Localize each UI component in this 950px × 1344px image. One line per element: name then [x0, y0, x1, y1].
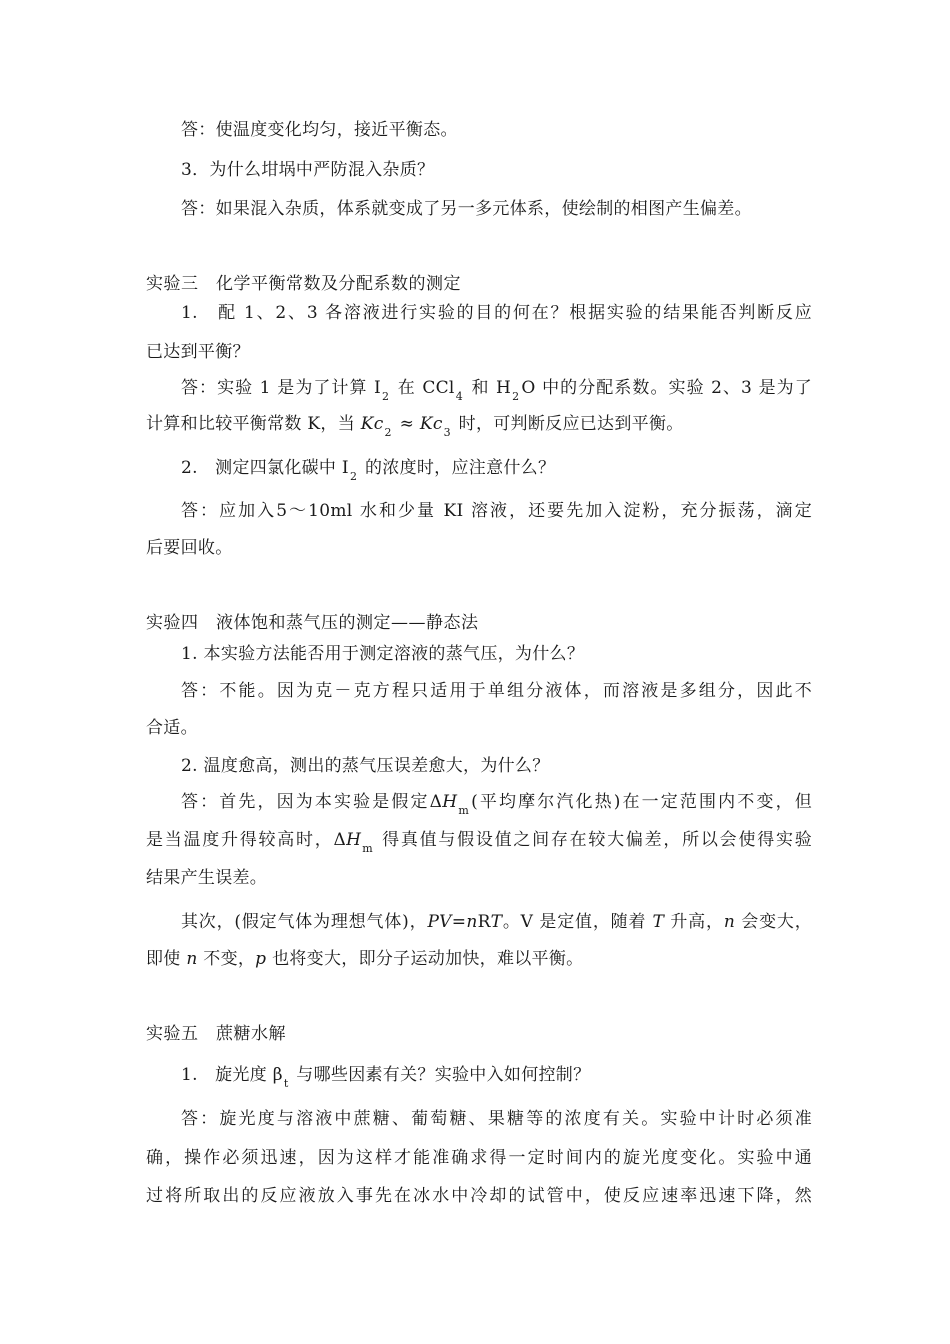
- subscript: 2: [349, 470, 358, 483]
- text-run: 答：实验 1 是为了计算 I: [181, 378, 382, 398]
- question-line: [181, 456, 812, 482]
- text-run: 时，可判断反应已达到平衡。: [452, 414, 684, 434]
- subscript: t: [283, 1077, 289, 1090]
- formula-run: T: [490, 912, 503, 932]
- text-run: 即使: [146, 949, 187, 969]
- text-run: (平均摩尔汽化热)在一定范围内不变，但: [471, 792, 812, 812]
- answer-line: [181, 790, 812, 816]
- section-heading-experiment-5: 实验五 蔗糖水解: [146, 1024, 286, 1044]
- answer-line: 合适。: [146, 718, 198, 738]
- subscript: 2: [382, 390, 390, 403]
- text-run: R: [477, 912, 491, 932]
- text-run: 的浓度时，应注意什么？: [359, 458, 556, 478]
- formula-run: n: [723, 912, 736, 932]
- text-run: 与哪些因素有关？实验中入如何控制？: [290, 1065, 591, 1085]
- question-line: 3．为什么坩埚中严防混入杂质？: [181, 160, 435, 180]
- text-run: O 中的分配系数。实验 2、3 是为了: [521, 378, 813, 398]
- text-run: ≈: [393, 414, 420, 434]
- question-line: 1. 配 1、2、3 各溶液进行实验的目的何在？根据实验的结果能否判断反应: [181, 303, 812, 323]
- answer-line: [146, 412, 812, 438]
- answer-line: [181, 910, 812, 934]
- answer-line: 后要回收。: [146, 538, 233, 558]
- answer-line: 答：使温度变化均匀，接近平衡态。: [181, 120, 458, 140]
- subscript: m: [362, 842, 373, 855]
- formula-run: PV: [427, 912, 452, 932]
- answer-line: [146, 947, 812, 971]
- formula-run: H: [442, 792, 458, 812]
- text-run: 其次，(假定气体为理想气体)，: [181, 912, 428, 932]
- text-run: 升高，: [664, 912, 724, 932]
- answer-line: 答：不能。因为克－克方程只适用于单组分液体，而溶液是多组分，因此不: [181, 681, 812, 701]
- question-line: 2. 温度愈高，测出的蒸气压误差愈大，为什么？: [181, 756, 550, 776]
- subscript: 2: [512, 390, 520, 403]
- question-line: 1. 本实验方法能否用于测定溶液的蒸气压，为什么？: [181, 644, 585, 664]
- text-run: 是当温度升得较高时，Δ: [146, 830, 347, 850]
- answer-line: [181, 376, 812, 402]
- text-run: 。V 是定值，随着: [502, 912, 653, 932]
- text-run: =: [451, 912, 467, 932]
- text-run: 会变大，: [735, 912, 813, 932]
- answer-line: 确，操作必须迅速，因为这样才能准确求得一定时间内的旋光度变化。实验中通: [146, 1148, 812, 1168]
- formula-run: T: [652, 912, 665, 932]
- text-run: 和 H: [465, 378, 512, 398]
- formula-run: H: [346, 830, 362, 850]
- section-heading-experiment-4: 实验四 液体饱和蒸气压的测定——静态法: [146, 613, 479, 633]
- answer-line: 结果产生误差。: [146, 868, 268, 888]
- formula-run: n: [466, 912, 478, 932]
- text-run: 在 CCl: [391, 378, 455, 398]
- text-run: 计算和比较平衡常数 K，当: [146, 414, 361, 434]
- subscript: 4: [455, 390, 463, 403]
- text-run: 得真值与假设值之间存在较大偏差，所以会使得实验: [374, 830, 812, 850]
- formula-run: n: [186, 949, 198, 969]
- question-line: [181, 1063, 812, 1089]
- text-run: 1. 旋光度 β: [181, 1065, 283, 1085]
- section-heading-experiment-3: 实验三 化学平衡常数及分配系数的测定: [146, 274, 461, 294]
- text-run: 不变，: [197, 949, 256, 969]
- text-run: 2. 测定四氯化碳中 I: [181, 458, 349, 478]
- formula-run: Kc: [360, 414, 384, 434]
- answer-line: [146, 828, 812, 854]
- text-run: 答：首先，因为本实验是假定Δ: [181, 792, 443, 812]
- answer-line: 答：旋光度与溶液中蔗糖、葡萄糖、果糖等的浓度有关。实验中计时必须准: [181, 1109, 812, 1129]
- subscript: 2: [384, 426, 392, 439]
- formula-run: p: [255, 949, 267, 969]
- formula-run: Kc: [419, 414, 443, 434]
- answer-line: 过将所取出的反应液放入事先在冰水中冷却的试管中，使反应速率迅速下降，然: [146, 1186, 812, 1206]
- subscript: 3: [443, 426, 451, 439]
- question-line: 已达到平衡？: [146, 342, 250, 362]
- answer-line: 答：应加入5～10ml 水和少量 KI 溶液，还要先加入淀粉，充分振荡，滴定: [181, 501, 812, 521]
- text-run: 也将变大，即分子运动加快，难以平衡。: [266, 949, 584, 969]
- answer-line: 答：如果混入杂质，体系就变成了另一多元体系，使绘制的相图产生偏差。: [181, 199, 752, 219]
- subscript: m: [458, 804, 470, 817]
